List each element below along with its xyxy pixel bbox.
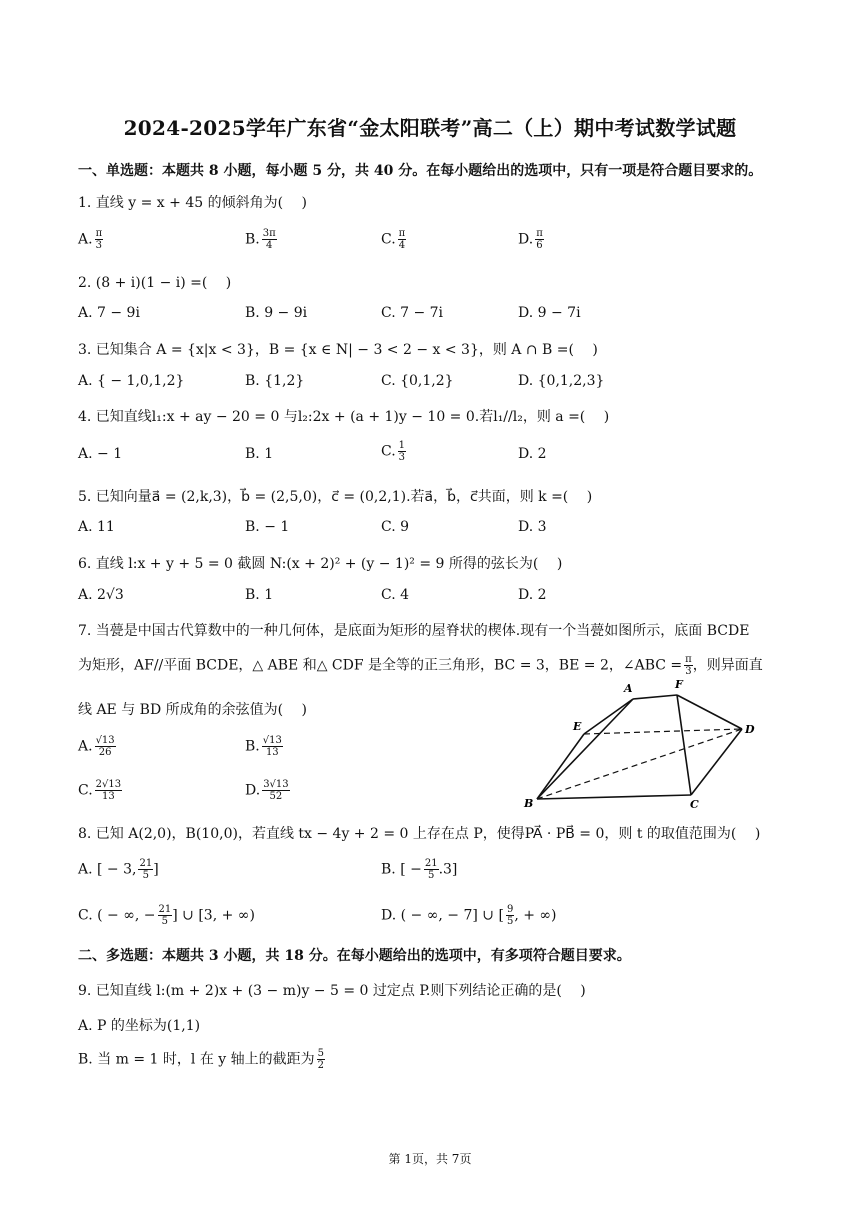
question-6-option-b: B. 1 bbox=[245, 587, 274, 603]
edge-fd bbox=[677, 695, 742, 729]
page-footer: 第 1页，共 7页 bbox=[388, 1152, 472, 1166]
question-9-option-b: B. 当 m = 1 时，l 在 y 轴上的截距为 $\frac{5}{2}$ bbox=[78, 1048, 325, 1071]
question-3-option-c: C. {0,1,2} bbox=[381, 373, 454, 389]
edge-bc bbox=[537, 795, 691, 799]
vertex-label-b: B bbox=[524, 797, 534, 810]
question-6-stem: 6. 直线 l:x + y + 5 = 0 截圆 N:(x + 2)² + (y − 1)² = 9 所得的弦长为( ) bbox=[78, 556, 563, 572]
question-6-option-a: A. 2√3 bbox=[78, 587, 124, 603]
question-8-option-a: A. [ − 3, $\frac{21}{5}$ ] bbox=[78, 858, 159, 881]
question-5-option-c: C. 9 bbox=[381, 519, 410, 535]
question-9-option-a: A. P 的坐标为(1,1) bbox=[78, 1018, 201, 1034]
question-1-option-a: A. $\frac{\pi}{3}$ bbox=[78, 228, 103, 251]
section-single-choice-heading: 一、单选题：本题共 8 小题，每小题 5 分，共 40 分。在每小题给出的选项中，只有一项是符合题目要求的。 bbox=[78, 163, 763, 179]
edge-ea bbox=[584, 699, 633, 734]
question-2-option-b: B. 9 − 9i bbox=[245, 305, 308, 321]
question-8-option-c: C. ( − ∞, − $\frac{21}{5}$ ] ∪ [3, + ∞) bbox=[78, 904, 255, 927]
question-1-option-b: B. $\frac{3\pi}{4}$ bbox=[245, 228, 276, 251]
question-2-option-c: C. 7 − 7i bbox=[381, 305, 444, 321]
question-4-option-d: D. 2 bbox=[518, 446, 547, 462]
question-5-option-b: B. − 1 bbox=[245, 519, 290, 535]
page-title: 2024-2025学年广东省“金太阳联考”高二（上）期中考试数学试题 bbox=[123, 116, 737, 140]
question-7-stem-line-3: 线 AE 与 BD 所成角的余弦值为( ) bbox=[78, 702, 308, 718]
vertex-label-c: C bbox=[690, 798, 699, 811]
edge-be bbox=[537, 734, 584, 799]
question-5-stem: 5. 已知向量a⃗ = (2,k,3)，b⃗ = (2,5,0)，c⃗ = (0,2,1).若a⃗，b⃗，c⃗共面，则 k =( ) bbox=[78, 489, 593, 505]
edge-ba bbox=[537, 699, 633, 799]
question-1-option-c: C. $\frac{\pi}{4}$ bbox=[381, 228, 406, 251]
question-4-option-b: B. 1 bbox=[245, 446, 274, 462]
question-4-option-a: A. − 1 bbox=[78, 446, 123, 462]
question-7-option-d: D. $\frac{3√13}{52}$ bbox=[245, 779, 289, 802]
vertex-label-a: A bbox=[624, 682, 633, 695]
question-1-stem: 1. 直线 y = x + 45 的倾斜角为( ) bbox=[78, 195, 307, 211]
question-1-option-d: D. $\frac{\pi}{6}$ bbox=[518, 228, 543, 251]
question-5-option-d: D. 3 bbox=[518, 519, 547, 535]
question-4-stem: 4. 已知直线l₁:x + ay − 20 = 0 与l₂:2x + (a + 1)y − 10 = 0.若l₁//l₂，则 a =( ) bbox=[78, 409, 610, 425]
question-3-option-d: D. {0,1,2,3} bbox=[518, 373, 605, 389]
edge-af bbox=[633, 695, 677, 699]
vertex-label-d: D bbox=[745, 723, 755, 736]
section-multi-choice-heading: 二、多选题：本题共 3 小题，共 18 分。在每小题给出的选项中，有多项符合题目要求。 bbox=[78, 948, 631, 964]
question-8-option-d: D. ( − ∞, − 7] ∪ [ $\frac{9}{5}$ , + ∞) bbox=[381, 904, 557, 927]
question-7-option-c: C. $\frac{2√13}{13}$ bbox=[78, 779, 122, 802]
wedge-figure bbox=[505, 672, 775, 817]
edge-cd bbox=[691, 729, 742, 795]
question-2-stem: 2. (8 + i)(1 − i) =( ) bbox=[78, 275, 232, 291]
edge-bd-hidden bbox=[537, 729, 742, 799]
question-8-option-b: B. [ − $\frac{21}{5}$ .3] bbox=[381, 858, 458, 881]
question-7-option-b: B. $\frac{√13}{13}$ bbox=[245, 735, 282, 758]
question-9-stem: 9. 已知直线 l:(m + 2)x + (3 − m)y − 5 = 0 过定点 P.则下列结论正确的是( ) bbox=[78, 983, 586, 999]
question-4-option-c: C. $\frac{1}{3}$ bbox=[381, 440, 406, 463]
question-2-option-d: D. 9 − 7i bbox=[518, 305, 581, 321]
question-8-stem: 8. 已知 A(2,0)，B(10,0)，若直线 tx − 4y + 2 = 0 上存在点 P，使得PA⃗ · PB⃗ = 0，则 t 的取值范围为( ) bbox=[78, 826, 761, 842]
question-7-option-a: A. $\frac{√13}{26}$ bbox=[78, 735, 115, 758]
question-5-option-a: A. 11 bbox=[78, 519, 115, 535]
question-3-stem: 3. 已知集合 A = {x|x < 3}，B = {x ∈ N| − 3 < 2 − x < 3}，则 A ∩ B =( ) bbox=[78, 342, 598, 358]
edge-ed-hidden bbox=[584, 729, 742, 734]
question-7-stem-line-1: 7. 当甍是中国古代算数中的一种几何体，是底面为矩形的屋脊状的楔体.现有一个当甍如图所示，底面 BCDE bbox=[78, 623, 750, 639]
question-3-option-b: B. {1,2} bbox=[245, 373, 305, 389]
edge-fc bbox=[677, 695, 691, 795]
question-2-option-a: A. 7 − 9i bbox=[78, 305, 140, 321]
question-6-option-c: C. 4 bbox=[381, 587, 410, 603]
question-7-stem-line-2: 为矩形，AF//平面 BCDE，△ ABE 和△ CDF 是全等的正三角形，BC = 3，BE = 2，∠ABC = $\frac{\pi}{3}$ ，则异面直 bbox=[78, 654, 763, 677]
question-6-option-d: D. 2 bbox=[518, 587, 547, 603]
vertex-label-e: E bbox=[573, 720, 582, 733]
vertex-label-f: F bbox=[675, 678, 683, 691]
question-3-option-a: A. { − 1,0,1,2} bbox=[78, 373, 185, 389]
